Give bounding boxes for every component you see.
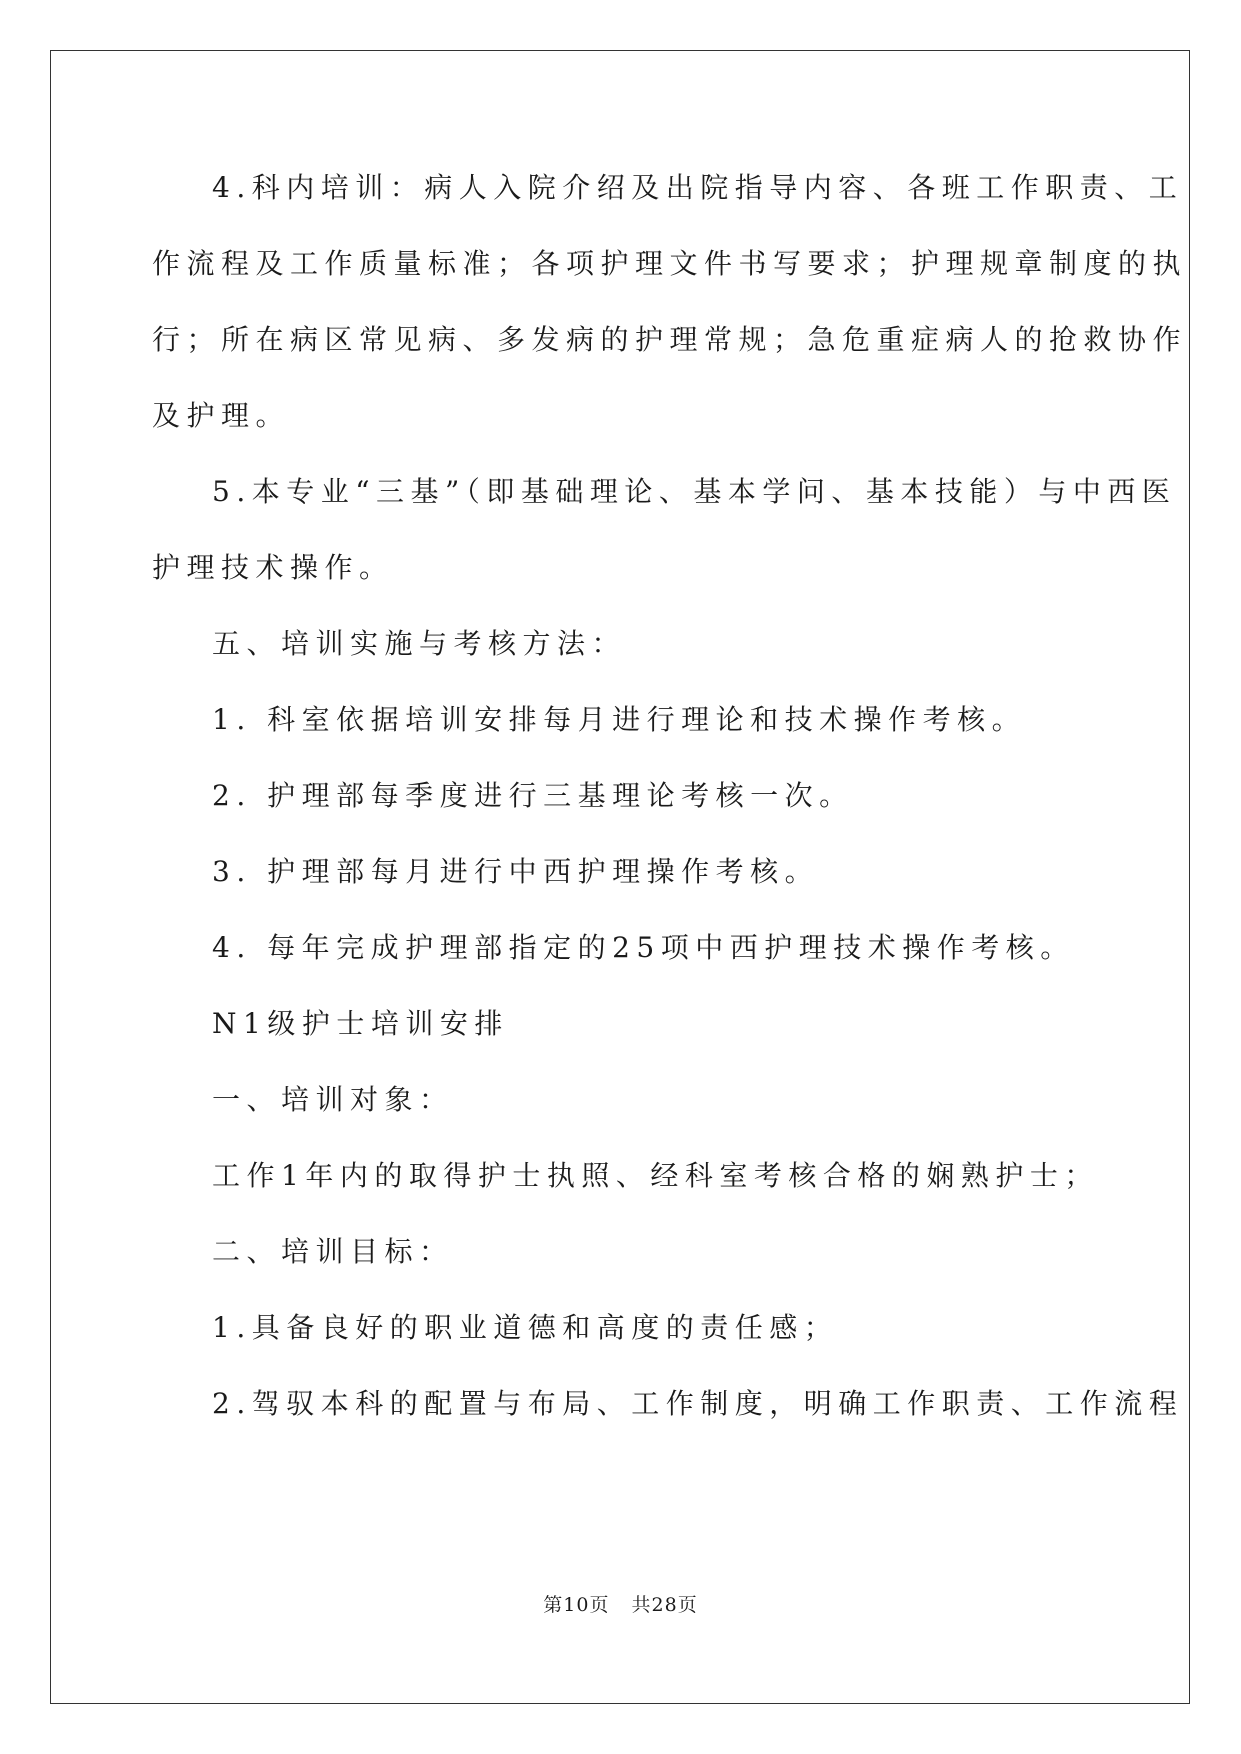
page-footer — [0, 1590, 1241, 1617]
total-label-suffix: 页 — [677, 1594, 698, 1616]
page-label-mid: 页 — [589, 1594, 610, 1616]
paragraph-line: 5.本专业“三基”（即基础理论、基本学问、基本技能）与中西医 — [212, 475, 1177, 508]
paragraph-line: 护理技术操作。 — [152, 551, 394, 584]
section-heading: 五、培训实施与考核方法： — [212, 627, 627, 660]
page-number-total: 28 — [651, 1594, 678, 1616]
paragraph-line: 作流程及工作质量标准；各项护理文件书写要求；护理规章制度的执 — [152, 247, 1188, 280]
list-item: 1. 科室依据培训安排每月进行理论和技术操作考核。 — [212, 703, 1027, 736]
paragraph-line: 4.科内培训：病人入院介绍及出院指导内容、各班工作职责、工 — [212, 171, 1184, 204]
paragraph-line: 及护理。 — [152, 399, 291, 432]
paragraph-line: 行；所在病区常见病、多发病的护理常规；急危重症病人的抢救协作 — [152, 323, 1188, 356]
page-number-current: 10 — [563, 1594, 590, 1616]
list-item: 3. 护理部每月进行中西护理操作考核。 — [212, 855, 820, 888]
section-heading: 二、培训目标： — [212, 1235, 454, 1268]
paragraph-line: 工作1年内的取得护士执照、经科室考核合格的娴熟护士； — [212, 1159, 1099, 1192]
list-item: 2. 护理部每季度进行三基理论考核一次。 — [212, 779, 854, 812]
document-subtitle: N1级护士培训安排 — [212, 1007, 509, 1040]
list-item: 4. 每年完成护理部指定的25项中西护理技术操作考核。 — [212, 931, 1075, 964]
list-item: 2.驾驭本科的配置与布局、工作制度，明确工作职责、工作流程 — [212, 1387, 1184, 1420]
list-item: 1.具备良好的职业道德和高度的责任感； — [212, 1311, 839, 1344]
section-heading: 一、培训对象： — [212, 1083, 454, 1116]
total-label-prefix: 共 — [631, 1594, 652, 1616]
page-label-prefix: 第 — [543, 1594, 564, 1616]
